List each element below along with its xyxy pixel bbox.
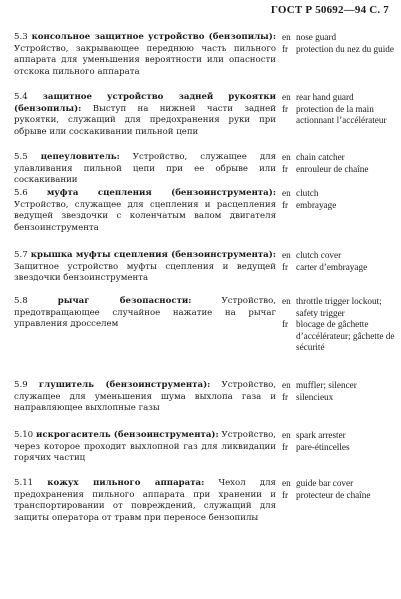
- term-en: clutch cover: [296, 250, 342, 260]
- term-body: Защитное устройство муфты сцепления и ведущей звездочки бензоинструмента: [14, 261, 276, 283]
- term-number: 5.10: [14, 430, 34, 440]
- term-translations: en clutch cover fr carter d’embrayage: [282, 250, 398, 273]
- term-body: Устройство, служащее для уменьшения шума выхлопа газа и направляющее выхлопные газы: [14, 380, 277, 413]
- term-fr: carter d’embrayage: [296, 261, 368, 272]
- term-en: clutch: [296, 188, 319, 198]
- term-en: chain catcher: [296, 152, 345, 162]
- term-translations: en clutch fr embrayage: [282, 188, 398, 211]
- term-name: кожух пильного аппарата:: [47, 478, 205, 488]
- term-number: 5.7: [14, 250, 28, 260]
- term-definition-ru: [14, 380, 276, 415]
- term-body: Чехол для предохранения пильного аппарата при хранении и транспортировании от повреждений, служащий для защиты оператора от травм при переносе бензопилы: [14, 478, 276, 523]
- term-fr: protecteur de chaîne: [296, 489, 371, 500]
- term-translations: en throttle trigger lockout; safety trigger fr blocage de gâchette d’accélérateur; gâchette de sécurité: [282, 296, 398, 354]
- term-name: защитное устройство задней рукоятки (бензопилы):: [14, 92, 276, 114]
- term-definition-ru: [14, 92, 276, 138]
- term-translations: en nose guard fr protection du nez du guide: [282, 32, 398, 55]
- term-number: 5.3: [14, 32, 28, 42]
- term-fr: protection du nez du guide: [296, 43, 394, 54]
- term-name: крышка муфты сцепления (бензоинструмента):: [30, 250, 276, 260]
- term-body: Устройство, служащее для улавливания пильной цепи при ее обрыве или соскакивании: [14, 152, 276, 185]
- term-fr: protection de la main actionnant l’accélérateur: [296, 103, 387, 125]
- term-en: nose guard: [296, 32, 337, 42]
- term-definition-ru: [14, 188, 276, 234]
- term-definition-ru: [14, 296, 276, 331]
- term-fr: enrouleur de chaîne: [296, 163, 369, 174]
- term-name: глушитель (бензоинструмента):: [38, 380, 211, 390]
- term-name: цепеуловитель:: [40, 152, 120, 162]
- term-definition-ru: [14, 152, 276, 187]
- term-number: 5.5: [14, 152, 28, 162]
- term-number: 5.8: [14, 296, 28, 306]
- term-name: консольное защитное устройство (бензопилы):: [31, 32, 277, 42]
- term-definition-ru: [14, 478, 276, 524]
- term-name: рычаг безопасности:: [57, 296, 192, 306]
- term-fr: pare-étincelles: [296, 441, 350, 452]
- page-header: ГОСТ Р 50692—94 С. 7: [270, 4, 389, 16]
- term-fr: silencieux: [296, 391, 334, 402]
- term-fr: embrayage: [296, 199, 337, 210]
- term-name: муфта сцепления (бензоинструмента):: [46, 188, 276, 198]
- term-definition-ru: [14, 250, 276, 285]
- term-body: Устройство, служащее для сцепления и расцепления ведущей звездочки с коленчатым валом двигателя бензоинструмента: [14, 199, 276, 233]
- term-number: 5.11: [14, 478, 34, 488]
- term-en: guide bar cover: [296, 478, 354, 488]
- term-body: Устройство, через которое проходит выхлопной газ для ликвидации горячих частиц: [14, 430, 277, 463]
- term-translations: en rear hand guard fr protection de la main actionnant l’accélérateur: [282, 92, 398, 127]
- term-number: 5.6: [14, 188, 28, 198]
- term-translations: en spark arrester fr pare-étincelles: [282, 430, 398, 453]
- term-translations: en chain catcher fr enrouleur de chaîne: [282, 152, 398, 175]
- term-body: Устройство, закрывающее переднюю часть пильного аппарата для уменьшения вероятности или опасности отскока пильного аппарата: [14, 43, 276, 77]
- term-translations: en guide bar cover fr protecteur de chaîne: [282, 478, 398, 501]
- term-name: искрогаситель (бензоинструмента):: [36, 430, 219, 440]
- term-en: spark arrester: [296, 430, 346, 440]
- term-body: Выступ на нижней части задней рукоятки, служащий для предохранения руки при обрыве или соскакивании пильной цепи: [14, 103, 276, 137]
- term-fr: blocage de gâchette d’accélérateur; gâchette de sécurité: [296, 319, 395, 352]
- term-definition-ru: [14, 32, 276, 78]
- term-translations: en muffler; silencer fr silencieux: [282, 380, 398, 403]
- term-en: rear hand guard: [296, 92, 354, 102]
- term-en: throttle trigger lockout; safety trigger: [296, 296, 382, 318]
- term-number: 5.4: [14, 92, 28, 102]
- term-number: 5.9: [14, 380, 28, 390]
- term-body: Устройство, предотвращающее случайное нажатие на рычаг управления дросселем: [14, 296, 276, 329]
- term-definition-ru: [14, 430, 276, 465]
- term-en: muffler; silencer: [296, 380, 357, 390]
